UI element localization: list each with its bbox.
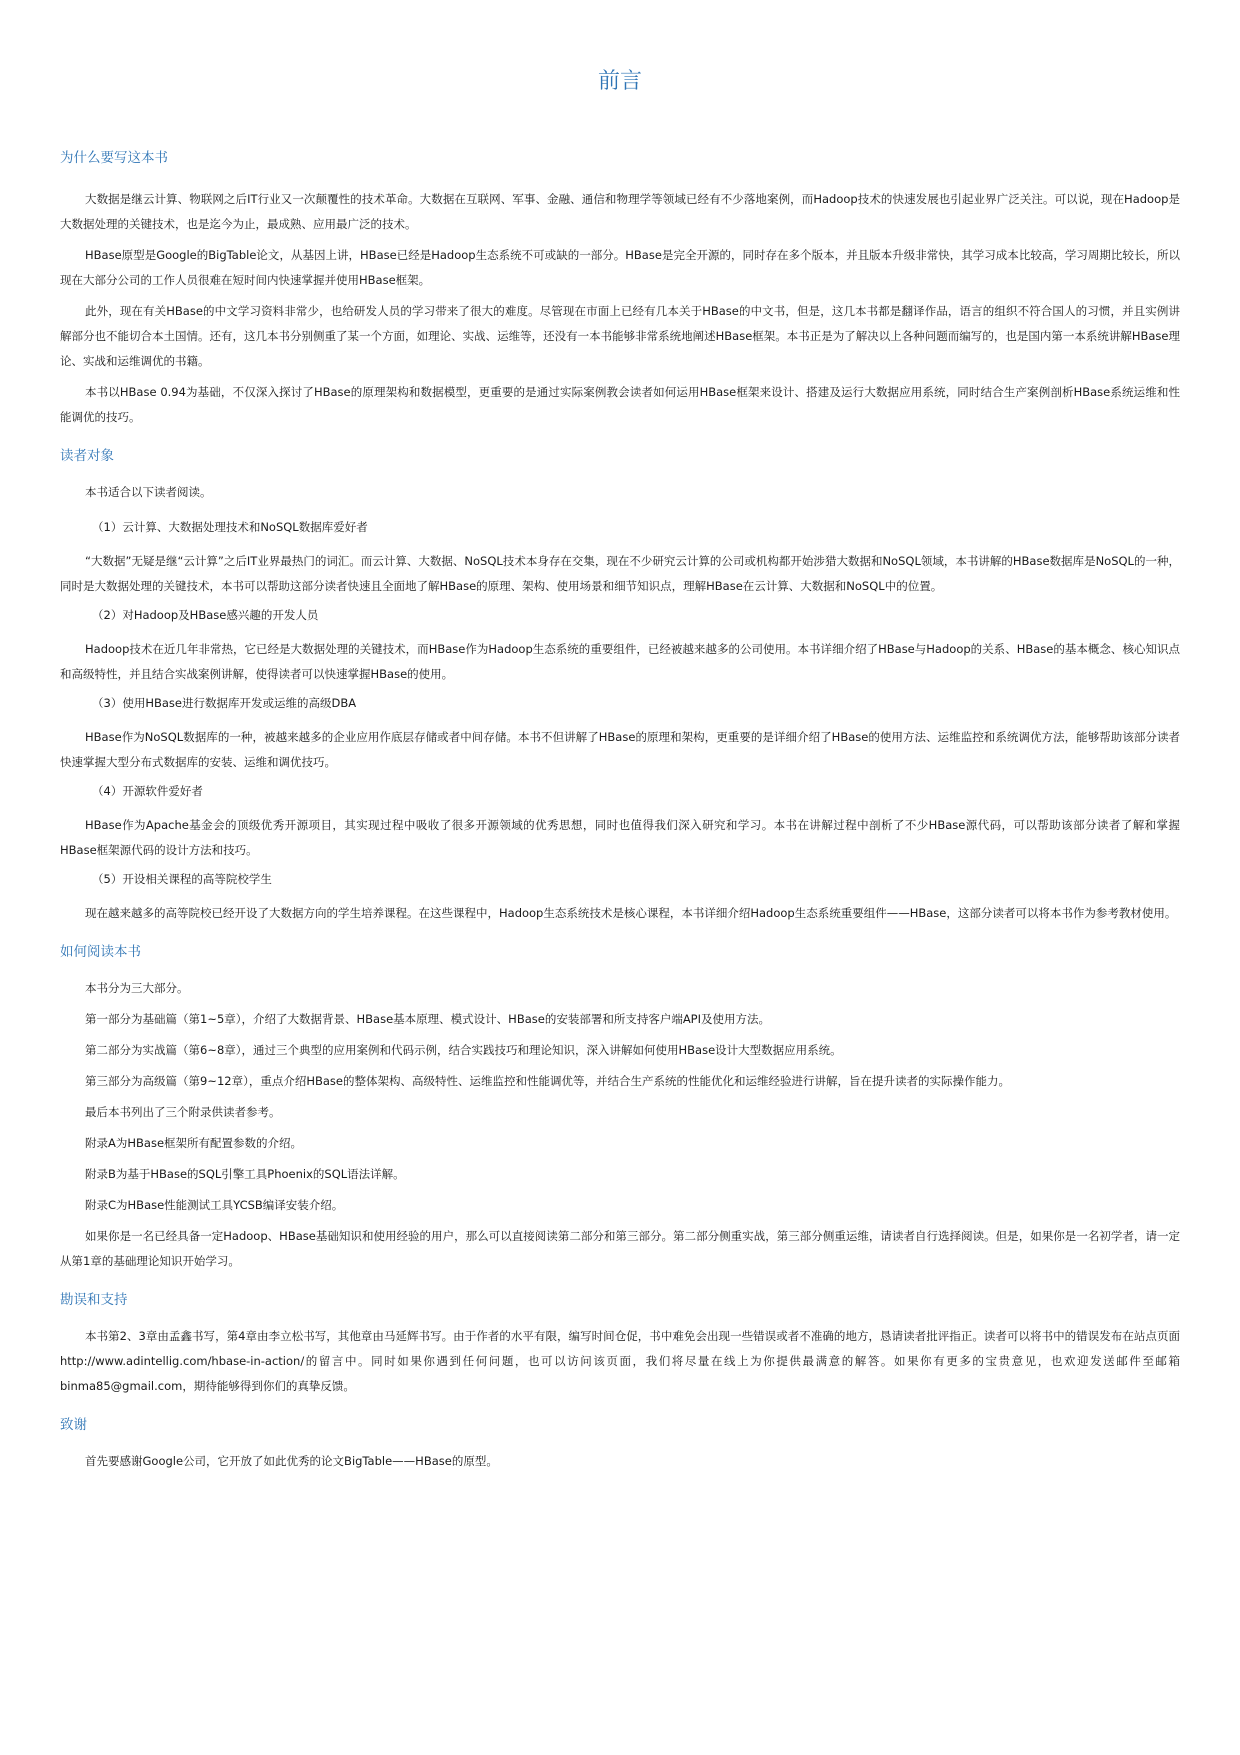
paragraph: 现在越来越多的高等院校已经开设了大数据方向的学生培养课程。在这些课程中，Hadoop生态系统技术是核心课程，本书详细介绍Hadoop生态系统重要组件——HBase，这部分读者可以将本书作为参考教材使用。	[85, 906, 1177, 920]
paragraph: 第一部分为基础篇（第1~5章），介绍了大数据背景、HBase基本原理、模式设计、HBase的安装部署和所支持客户端API及使用方法。	[85, 1012, 771, 1026]
paragraph: 如果你是一名已经具备一定Hadoop、HBase基础知识和使用经验的用户，那么可以直接阅读第二部分和第三部分。第二部分侧重实战，第三部分侧重运维，请读者自行选择阅读。但是，如果你是一名初学者，请一定从第1章的基础理论知识开始学习。	[60, 1229, 1180, 1268]
paragraph: 本书以HBase 0.94为基础，不仅深入探讨了HBase的原理架构和数据模型，更重要的是通过实际案例教会读者如何运用HBase框架来设计、搭建及运行大数据应用系统，同时结合生产案例剖析HBase系统运维和性能调优的技巧。	[60, 385, 1180, 424]
paragraph: HBase作为NoSQL数据库的一种，被越来越多的企业应用作底层存储或者中间存储。本书不但讲解了HBase的原理和架构，更重要的是详细介绍了HBase的使用方法、运维监控和系统调优方法，能够帮助该部分读者快速掌握大型分布式数据库的安装、运维和调优技巧。	[60, 730, 1180, 769]
paragraph: 附录C为HBase性能测试工具YCSB编译安装介绍。	[85, 1198, 344, 1212]
paragraph: 第三部分为高级篇（第9~12章），重点介绍HBase的整体架构、高级特性、运维监控和性能调优等，并结合生产系统的性能优化和运维经验进行讲解，旨在提升读者的实际操作能力。	[85, 1074, 1010, 1088]
paragraph: 最后本书列出了三个附录供读者参考。	[85, 1105, 281, 1119]
paragraph: HBase作为Apache基金会的顶级优秀开源项目，其实现过程中吸收了很多开源领域的优秀思想，同时也值得我们深入研究和学习。本书在讲解过程中剖析了不少HBase源代码，可以帮助该部分读者了解和掌握HBase框架源代码的设计方法和技巧。	[60, 818, 1180, 857]
paragraph: “大数据”无疑是继“云计算”之后IT业界最热门的词汇。而云计算、大数据、NoSQL技术本身存在交集，现在不少研究云计算的公司或机构都开始涉猎大数据和NoSQL领域，本书讲解的HBase数据库是NoSQL的一种，同时是大数据处理的关键技术，本书可以帮助这部分读者快速且全面地了解HBase的原理、架构、使用场景和细节知识点，理解HBase在云计算、大数据和NoSQL中的位置。	[60, 554, 1180, 593]
paragraph: 本书分为三大部分。	[85, 981, 189, 995]
paragraph: 首先要感谢Google公司，它开放了如此优秀的论文BigTable——HBase的原型。	[85, 1454, 498, 1468]
section-audience	[60, 446, 1180, 926]
audience-item-label: （4）开源软件爱好者	[92, 784, 203, 798]
paragraph: 大数据是继云计算、物联网之后IT行业又一次颠覆性的技术革命。大数据在互联网、军事、金融、通信和物理学等领域已经有不少落地案例，而Hadoop技术的快速发展也引起业界广泛关注。可以说，现在Hadoop是大数据处理的关键技术，也是迄今为止，最成熟、应用最广泛的技术。	[60, 192, 1180, 231]
section-heading: 读者对象	[60, 448, 114, 464]
paragraph: 本书第2、3章由孟鑫书写，第4章由李立松书写，其他章由马延辉书写。由于作者的水平有限，编写时间仓促，书中难免会出现一些错误或者不准确的地方，恳请读者批评指正。读者可以将书中的错误发布在站点页面http://www.adintellig.com/hbase-in-action/的留言中。同时如果你遇到任何问题，也可以访问该页面，我们将尽量在线上为你提供最满意的解答。如果你有更多的宝贵意见，也欢迎发送邮件至邮箱binma85@gmail.com，期待能够得到你们的真挚反馈。	[60, 1329, 1180, 1393]
audience-item-label: （3）使用HBase进行数据库开发或运维的高级DBA	[92, 696, 357, 710]
section-heading: 如何阅读本书	[60, 944, 141, 960]
paragraph: 此外，现在有关HBase的中文学习资料非常少，也给研发人员的学习带来了很大的难度。尽管现在市面上已经有几本关于HBase的中文书，但是，这几本书都是翻译作品，语言的组织不符合国人的习惯，并且实例讲解部分也不能切合本土国情。还有，这几本书分别侧重了某一个方面，如理论、实战、运维等，还没有一本书能够非常系统地阐述HBase框架。本书正是为了解决以上各种问题而编写的，也是国内第一本系统讲解HBase理论、实战和运维调优的书籍。	[60, 304, 1180, 368]
section-acknowledgements	[60, 1415, 1180, 1474]
section-heading: 致谢	[60, 1417, 87, 1433]
section-errata-support	[60, 1290, 1180, 1399]
paragraph: 附录A为HBase框架所有配置参数的介绍。	[85, 1136, 303, 1150]
section-why-write	[60, 148, 1180, 430]
section-heading: 勘误和支持	[60, 1292, 128, 1308]
paragraph: Hadoop技术在近几年非常热，它已经是大数据处理的关键技术，而HBase作为Hadoop生态系统的重要组件，已经被越来越多的公司使用。本书详细介绍了HBase与Hadoop的关系、HBase的基本概念、核心知识点和高级特性，并且结合实战案例讲解，使得读者可以快速掌握HBase的使用。	[60, 642, 1180, 681]
audience-item-label: （2）对Hadoop及HBase感兴趣的开发人员	[92, 608, 319, 622]
audience-item-label: （5）开设相关课程的高等院校学生	[92, 872, 272, 886]
section-heading: 为什么要写这本书	[60, 150, 168, 166]
section-how-to-read	[60, 942, 1180, 1274]
paragraph: 本书适合以下读者阅读。	[85, 485, 212, 499]
paragraph: HBase原型是Google的BigTable论文，从基因上讲，HBase已经是Hadoop生态系统不可或缺的一部分。HBase是完全开源的，同时存在多个版本，并且版本升级非常快，其学习成本比较高，学习周期比较长，所以现在大部分公司的工作人员很难在短时间内快速掌握并使用HBase框架。	[60, 248, 1180, 287]
paragraph: 附录B为基于HBase的SQL引擎工具Phoenix的SQL语法详解。	[85, 1167, 405, 1181]
audience-item-label: （1）云计算、大数据处理技术和NoSQL数据库爱好者	[92, 520, 368, 534]
page-title: 前言	[597, 69, 642, 94]
paragraph: 第二部分为实战篇（第6~8章），通过三个典型的应用案例和代码示例，结合实践技巧和理论知识，深入讲解如何使用HBase设计大型数据应用系统。	[85, 1043, 842, 1057]
